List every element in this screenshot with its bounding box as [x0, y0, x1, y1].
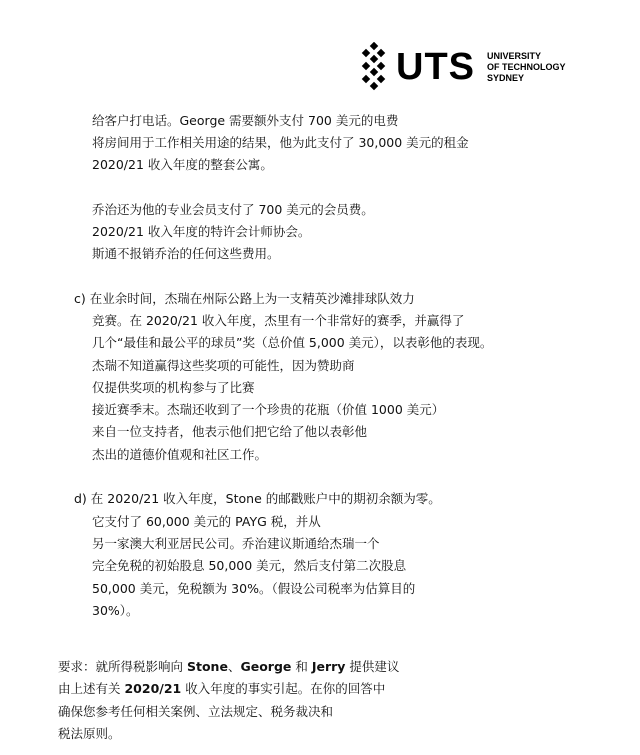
paragraph-line: 杰出的道德价值观和社区工作。	[92, 447, 268, 462]
item-d-heading-line: d) 在 2020/21 收入年度，Stone 的邮戳账户中的期初余额为零。	[74, 491, 441, 506]
text-run: 由上述有关	[58, 681, 125, 696]
uts-crest-icon	[360, 42, 390, 92]
text-run: 、	[227, 659, 241, 674]
text-run: 收入年度的事实引起。在你的回答中	[181, 681, 386, 696]
paragraph-line: 竞赛。在 2020/21 收入年度，杰里有一个非常好的赛季，并赢得了	[92, 313, 465, 328]
logo-name-line: OF TECHNOLOGY	[487, 61, 566, 72]
paragraph-line: 来自一位支持者，他表示他们把它给了他以表彰他	[92, 424, 368, 439]
paragraph-line: 几个“最佳和最公平的球员”奖（总价值 5,000 美元），以表彰他的表现。	[92, 335, 493, 350]
paragraph-line: 它支付了 60,000 美元的 PAYG 税，并从	[92, 514, 321, 529]
paragraph-line: 完全免税的初始股息 50,000 美元，然后支付第二次股息	[92, 558, 407, 573]
paragraph-line: 仅提供奖项的机构参与了比赛	[92, 380, 255, 395]
paragraph-line: 接近赛季末。杰瑞还收到了一个珍贵的花瓶（价值 1000 美元）	[92, 402, 445, 417]
paragraph-line: 50,000 美元，免税额为 30%。（假设公司税率为估算目的	[92, 581, 416, 596]
text-run: 和	[291, 659, 312, 674]
bold-run: Jerry	[311, 659, 346, 674]
text-run: 要求：就所得税影响向	[58, 659, 187, 674]
requirement-line	[58, 659, 399, 675]
text-run: 提供建议	[345, 659, 400, 674]
logo-name-line: UNIVERSITY	[487, 50, 542, 61]
paragraph-line: 给客户打电话。George 需要额外支付 700 美元的电费	[92, 113, 399, 128]
paragraph-line: 2020/21 收入年度的特许会计师协会。	[92, 224, 311, 239]
bold-run: George	[240, 659, 292, 674]
logo-wordmark: UTS	[396, 46, 475, 88]
requirement-line	[58, 681, 385, 697]
paragraph-line: 2020/21 收入年度的整套公寓。	[92, 157, 273, 172]
item-c-heading-line: c) 在业余时间，杰瑞在州际公路上为一支精英沙滩排球队效力	[74, 291, 415, 306]
paragraph-line: 乔治还为他的专业会员支付了 700 美元的会员费。	[92, 202, 374, 217]
logo-university-name	[487, 51, 566, 84]
uts-logo	[360, 40, 582, 94]
logo-name-line: SYDNEY	[487, 72, 525, 83]
paragraph-line: 将房间用于工作相关用途的结果，他为此支付了 30,000 美元的租金	[92, 135, 469, 150]
paragraph-line: 30%）。	[92, 603, 139, 618]
paragraph-line: 另一家澳大利亚居民公司。乔治建议斯通给杰瑞一个	[92, 536, 380, 551]
paragraph-line: 斯通不报销乔治的任何这些费用。	[92, 246, 280, 261]
requirement-line: 税法原则。	[58, 726, 121, 741]
bold-run: Stone	[186, 659, 228, 674]
requirement-line: 确保您参考任何相关案例、立法规定、税务裁决和	[58, 704, 334, 719]
paragraph-line: 杰瑞不知道赢得这些奖项的可能性，因为赞助商	[92, 358, 355, 373]
bold-run: 2020/21	[124, 681, 182, 696]
